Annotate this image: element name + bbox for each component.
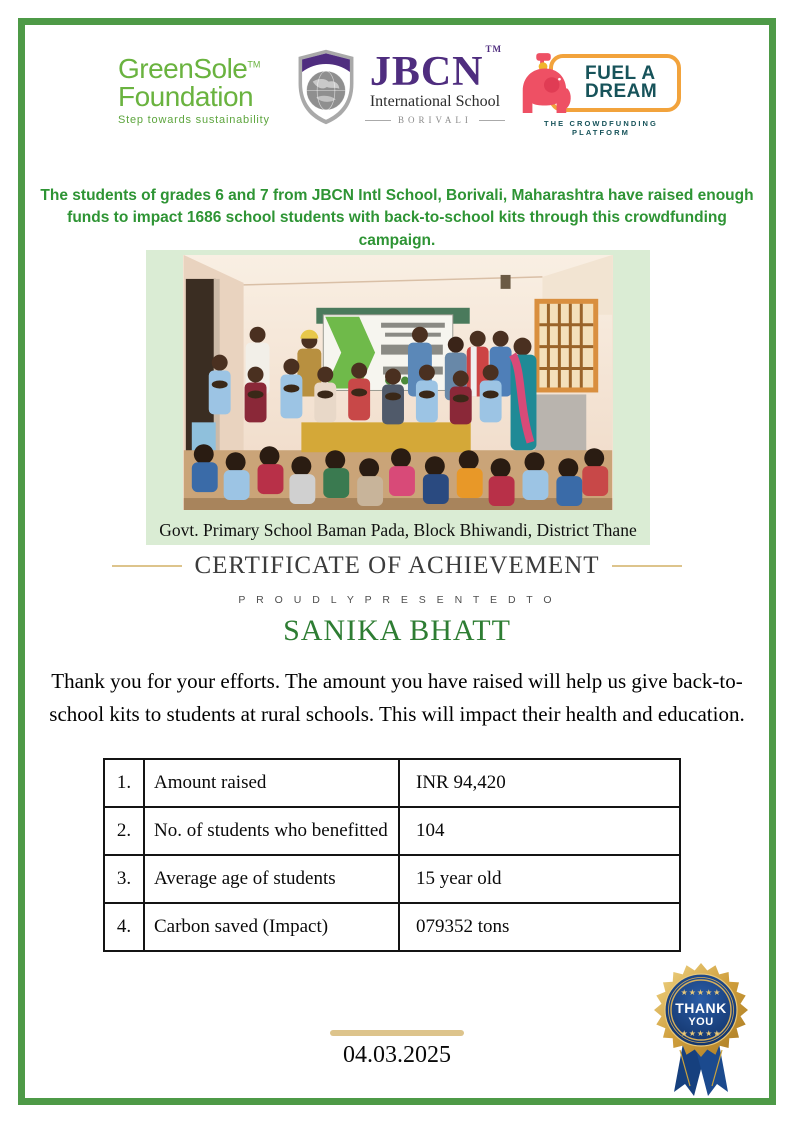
table-row [104,855,680,903]
jbcn-shield-icon [295,47,357,132]
greensole-name [118,55,288,83]
school-photo [183,255,613,510]
badge-thank-text: THANK [675,1000,727,1016]
row-value: 104 [399,807,680,855]
fuel-a-text: FUEL A [585,62,656,84]
table-row [104,759,680,807]
row-label: Amount raised [144,759,399,807]
jbcn-name-text: JBCN [369,48,484,95]
presented-to-label: P R O U D L Y P R E S E N T E D T O [238,594,556,606]
recipient-name: SANIKA BHATT [283,614,511,647]
row-label: Carbon saved (Impact) [144,903,399,951]
jbcn-tm-mark: TM [485,43,503,54]
elephant-coin-icon [515,52,573,121]
heading-rule-left [112,565,182,567]
badge-stars-top: ★★★★★ [680,988,722,997]
jbcn-logo-text [365,43,505,126]
photo-panel [146,250,650,545]
greensole-tm-mark: TM [247,59,261,70]
table-row [104,807,680,855]
greensole-foundation-logo [118,55,288,126]
fuel-a-dream-tagline: THE CROWDFUNDING PLATFORM [543,119,658,137]
campaign-summary-line2: funds to impact 1686 school students with back-to-school kits through this crowdfunding campaign. [67,209,727,249]
campaign-summary-text [38,185,756,252]
table-row [104,903,680,951]
jbcn-school-logo [295,43,505,132]
jbcn-borivali: BORIVALI [365,115,505,125]
thank-you-line1: Thank you for your efforts. The amount you have raised will help us give back-to- [51,669,743,693]
dream-text: DREAM [585,81,658,102]
row-value: INR 94,420 [399,759,680,807]
row-number: 3. [104,855,144,903]
jbcn-name [365,43,505,95]
fuel-a-dream-logo [515,52,687,137]
badge-you-text: YOU [688,1016,714,1028]
photo-caption: Govt. Primary School Baman Pada, Block Bhiwandi, District Thane [159,520,637,540]
date-rule [330,1030,464,1036]
certificate-heading-row [112,552,682,580]
impact-table [103,758,681,952]
certificate-title: CERTIFICATE OF ACHIEVEMENT [194,552,600,579]
greensole-name-text: GreenSole [118,53,248,84]
greensole-foundation-text: Foundation [118,81,254,112]
row-number: 4. [104,903,144,951]
campaign-summary-line1: The students of grades 6 and 7 from JBCN Intl School, Borivali, Maharashtra have raised enough [40,187,754,204]
row-label: Average age of students [144,855,399,903]
heading-rule-right [612,565,682,567]
certificate-date: 04.03.2025 [343,1042,451,1068]
greensole-tagline: Step towards sustainability [118,114,270,126]
jbcn-subtitle: International School [369,93,501,111]
row-value: 15 year old [399,855,680,903]
badge-stars-bottom: ★★★★★ [680,1029,722,1038]
row-value: 079352 tons [399,903,680,951]
fuel-a-dream-mark [515,52,687,114]
thank-you-ribbon-icon [650,958,752,1100]
row-number: 2. [104,807,144,855]
thank-you-paragraph [36,665,758,730]
row-label: No. of students who benefitted [144,807,399,855]
row-number: 1. [104,759,144,807]
thank-you-line2: school kits to students at rural schools. This will impact their health and education. [49,701,745,726]
thank-you-badge [650,958,752,1100]
